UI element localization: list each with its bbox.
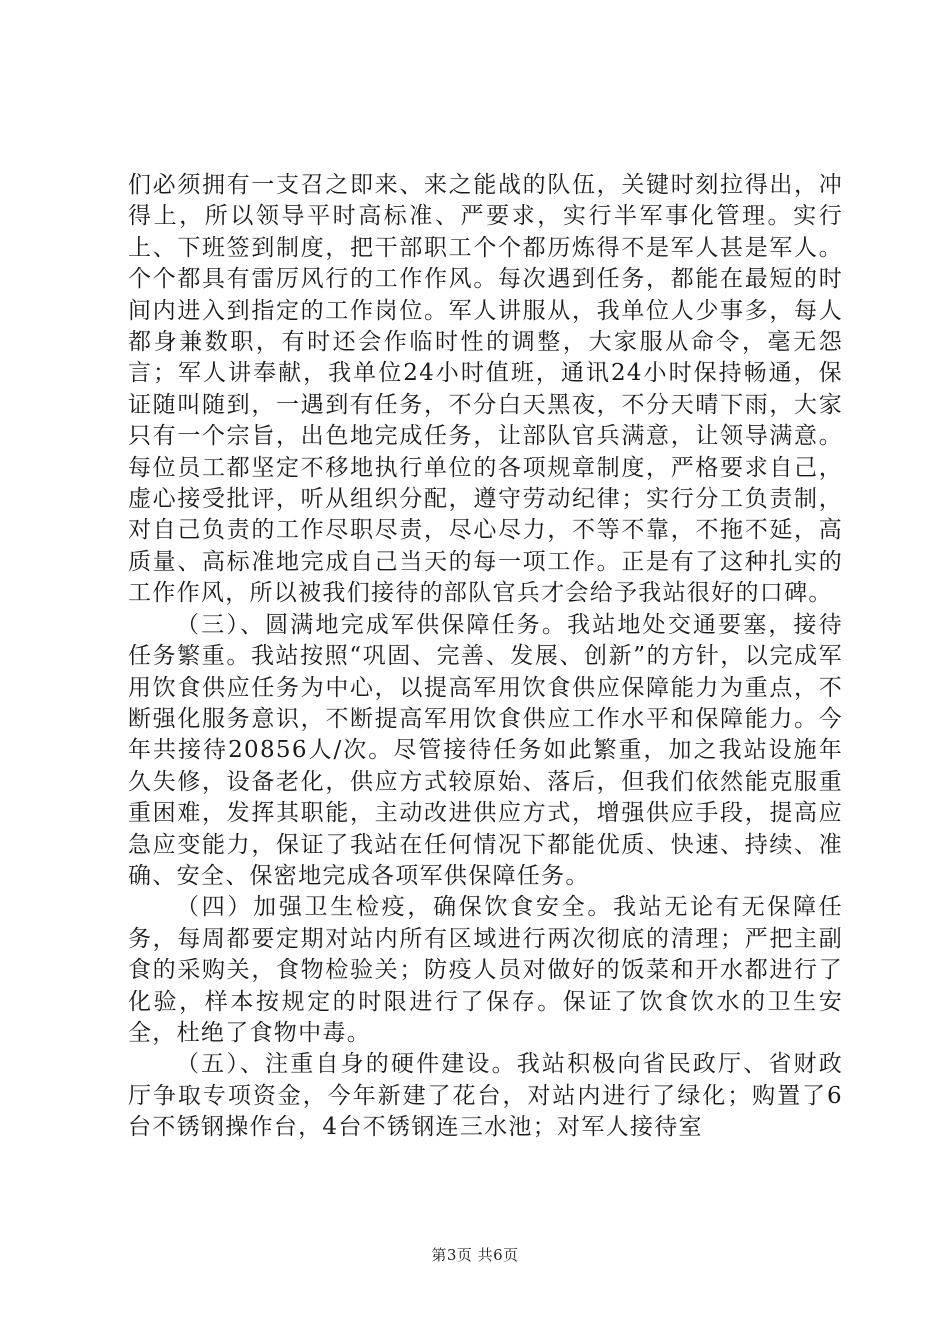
document-body [128, 170, 843, 1144]
page-number-footer: 第3页 共6页 [431, 1246, 519, 1264]
paragraph-3: （四）加强卫生检疫，确保饮食安全。我站无论有无保障任务，每周都要定期对站内所有区域进行两次彻底的清理；严把主副食的采购关，食物检验关；防疫人员对做好的饭菜和开水都进行了化验，样本按规定的时限进行了保存。保证了饮食饮水的卫生安全，杜绝了食物中毒。 [128, 894, 843, 1046]
paragraph-2: （三）、圆满地完成军供保障任务。我站地处交通要塞，接待任务繁重。我站按照“巩固、完善、发展、创新”的方针，以完成军用饮食供应任务为中心，以提高军用饮食供应保障能力为重点，不断强化服务意识，不断提高军用饮食供应工作水平和保障能力。今年共接待20856人/次。尽管接待任务如此繁重，加之我站设施年久失修，设备老化，供应方式较原始、落后，但我们依然能克服重重困难，发挥其职能，主动改进供应方式，增强供应手段，提高应急应变能力，保证了我站在任何情况下都能优质、快速、持续、准确、安全、保密地完成各项军供保障任务。 [128, 611, 843, 889]
paragraph-4: （五）、注重自身的硬件建设。我站积极向省民政厅、省财政厅争取专项资金，今年新建了花台，对站内进行了绿化；购置了6台不锈钢操作台，4台不锈钢连三水池；对军人接待室 [128, 1051, 843, 1141]
paragraph-1: 们必须拥有一支召之即来、来之能战的队伍，关键时刻拉得出，冲得上，所以领导平时高标准、严要求，实行半军事化管理。实行上、下班签到制度，把干部职工个个都历炼得不是军人甚是军人。个个都具有雷厉风行的工作作风。每次遇到任务，都能在最短的时间内进入到指定的工作岗位。军人讲服从，我单位人少事多，每人都身兼数职，有时还会作临时性的调整，大家服从命令，毫无怨言；军人讲奉献，我单位24小时值班，通讯24小时保持畅通，保证随叫随到，一遇到有任务，不分白天黑夜，不分天晴下雨，大家只有一个宗旨，出色地完成任务，让部队官兵满意，让领导满意。每位员工都坚定不移地执行单位的各项规章制度，严格要求自己，虚心接受批评，听从组织分配，遵守劳动纪律；实行分工负责制，对自己负责的工作尽职尽责，尽心尽力，不等不靠，不拖不延，高质量、高标准地完成自己当天的每一项工作。正是有了这种扎实的工作作风，所以被我们接待的部队官兵才会给予我站很好的口碑。 [128, 172, 843, 607]
